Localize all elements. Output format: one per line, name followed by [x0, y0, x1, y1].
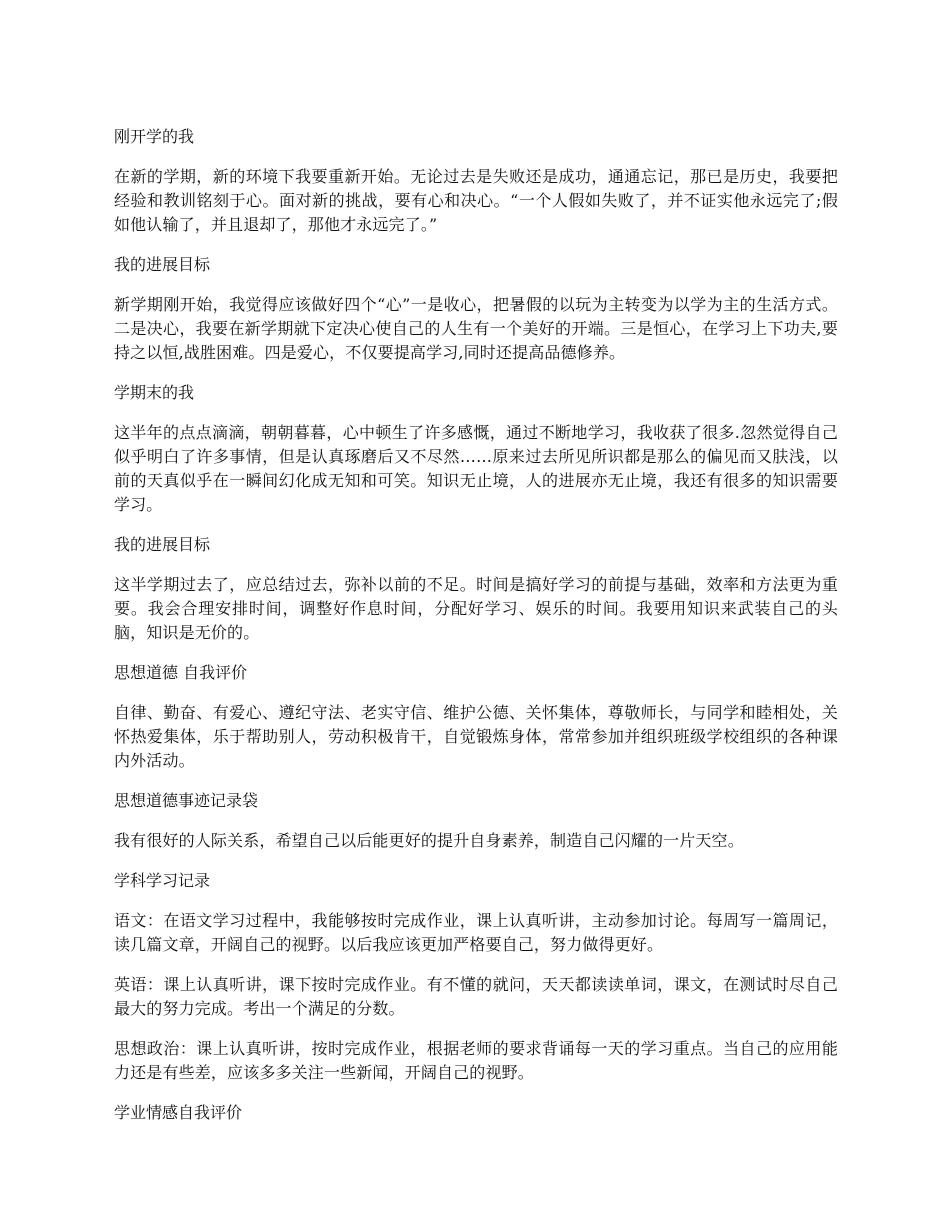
paragraph-end-of-term: 这半年的点点滴滴，朝朝暮暮，心中顿生了许多感慨，通过不断地学习，我收获了很多.忽然觉得自己似乎明白了许多事情，但是认真琢磨后又不尽然……原来过去所见所识都是那么的偏见而又肤浅，以前的天真似乎在一瞬间幻化成无知和可笑。知识无止境，人的进展亦无止境，我还有很多的知识需要学习。: [114, 423, 838, 514]
paragraph-goals-2: 这半学期过去了，应总结过去，弥补以前的不足。时间是搞好学习的前提与基础，效率和方法更为重要。我会合理安排时间，调整好作息时间，分配好学习、娱乐的时间。我要用知识来武装自己的头脑，知识是无价的。: [114, 575, 838, 642]
document-page: [114, 125, 838, 1141]
section-heading-goals-2: 我的进展目标: [114, 535, 211, 554]
paragraph-moral-record: 我有很好的人际关系，希望自己以后能更好的提升自身素养，制造自己闪耀的一片天空。: [114, 831, 744, 850]
paragraph-moral-self-evaluation: 自律、勤奋、有爱心、遵纪守法、老实守信、维护公德、关怀集体，尊敬师长，与同学和睦相处，关怀热爱集体，乐于帮助别人，劳动积极肯干，自觉锻炼身体，常常参加并组织班级学校组织的各种课内外活动。: [114, 703, 838, 770]
section-heading-subject-records: 学科学习记录: [114, 871, 211, 890]
section-heading-start-of-term: 刚开学的我: [114, 127, 195, 146]
paragraph-politics: 思想政治：课上认真听讲，按时完成作业，根据老师的要求背诵每一天的学习重点。当自己的应用能力还是有些差，应该多多关注一些新闻，开阔自己的视野。: [114, 1039, 838, 1082]
section-heading-academic-affect: 学业情感自我评价: [114, 1103, 243, 1122]
paragraph-english: 英语：课上认真听讲，课下按时完成作业。有不懂的就问，天天都读读单词，课文，在测试时尽自己最大的努力完成。考出一个满足的分数。: [114, 975, 838, 1018]
paragraph-chinese: 语文：在语文学习过程中，我能够按时完成作业，课上认真听讲，主动参加讨论。每周写一篇周记，读几篇文章，开阔自己的视野。以后我应该更加严格要自己，努力做得更好。: [114, 911, 838, 954]
paragraph-goals-1: 新学期刚开始，我觉得应该做好四个“心”一是收心，把暑假的以玩为主转变为以学为主的生活方式。二是决心，我要在新学期就下定决心使自己的人生有一个美好的开端。三是恒心，在学习上下功夫,要持之以恒,战胜困难。四是爱心，不仅要提高学习,同时还提高品德修养。: [114, 295, 838, 362]
section-heading-moral-self-evaluation: 思想道德 自我评价: [114, 663, 248, 682]
paragraph-start-of-term: 在新的学期，新的环境下我要重新开始。无论过去是失败还是成功，通通忘记，那已是历史，我要把经验和教训铭刻于心。面对新的挑战，要有心和决心。“一个人假如失败了，并不证实他永远完了;假如他认输了，并且退却了，那他才永远完了。”: [114, 167, 838, 234]
section-heading-end-of-term: 学期末的我: [114, 383, 195, 402]
section-heading-goals-1: 我的进展目标: [114, 255, 211, 274]
section-heading-moral-record: 思想道德事迹记录袋: [114, 791, 259, 810]
